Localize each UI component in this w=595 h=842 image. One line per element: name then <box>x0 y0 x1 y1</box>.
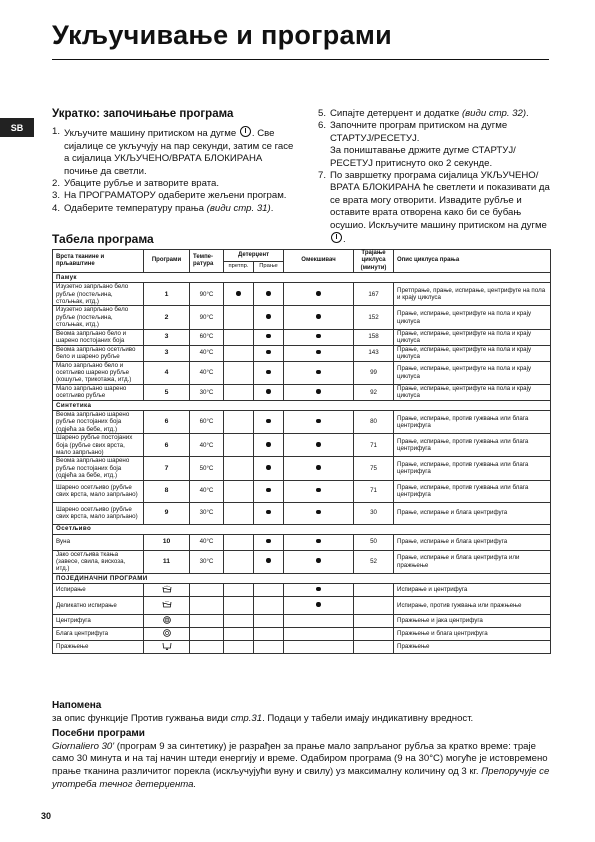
cell-program-symbol <box>144 596 190 614</box>
quick-start-left <box>52 108 298 215</box>
step-text: . <box>270 202 274 214</box>
spin-icon <box>162 616 172 624</box>
note-title: Напомена <box>52 700 102 711</box>
cell-fabric: Мало запрљано шарено осетљиво рубље <box>53 384 144 400</box>
step-6 <box>318 120 550 170</box>
cell-softener <box>284 345 354 361</box>
cell-description: Претпрање, прање, испирање, центрифуге на пола и крају циклуса <box>394 283 551 306</box>
cell-program: 5 <box>144 384 190 400</box>
cell-prewash <box>224 410 254 433</box>
dot-marker <box>316 334 321 339</box>
quick-start-right <box>318 108 550 246</box>
cell-temp: 90°C <box>190 283 224 306</box>
step-text: . <box>343 234 346 246</box>
dot-marker <box>316 389 321 394</box>
cell-temp: 90°C <box>190 306 224 329</box>
cell-wash <box>254 627 284 640</box>
cell-temp: 30°C <box>190 384 224 400</box>
cell-description: Прање, испирање, центрифуге на пола и крају циклуса <box>394 384 551 400</box>
page-reference: стр.31 <box>230 712 263 724</box>
cell-duration: 92 <box>354 384 394 400</box>
special-program-name: Giornaliero 30' <box>52 740 115 752</box>
page-number: 30 <box>41 811 52 821</box>
cell-program: 4 <box>144 361 190 384</box>
cell-softener <box>284 583 354 596</box>
dot-marker <box>266 334 271 339</box>
section-row <box>53 573 551 583</box>
cell-wash <box>254 502 284 524</box>
cell-duration: 158 <box>354 329 394 345</box>
cell-fabric: Веома запрљано шарено рубље постојаних боја (одјећа за бебе, итд.) <box>53 457 144 480</box>
cell-temp: 40°C <box>190 434 224 457</box>
cell-fabric: Пражњење <box>53 640 144 653</box>
gentle-spin-icon <box>162 629 172 637</box>
step-5 <box>318 108 550 120</box>
header-fabric: Врста тканине и прљавштине <box>53 250 144 273</box>
note-text-part: . Подаци у табели имају индикативну вредност. <box>262 712 474 724</box>
dot-marker <box>266 465 271 470</box>
title-rule <box>52 59 549 60</box>
cell-program: 11 <box>144 550 190 573</box>
cell-temp <box>190 614 224 627</box>
section-title: Осетљиво <box>53 524 551 534</box>
section-row <box>53 524 551 534</box>
step-text: По завршетку програма сијалица УКЉУЧЕНО/ВРАТА БЛОКИРАНА ће светлети и показивати да се врата могу отворити. Извадите рубље и оставите врата отворена како би се бубањ осушио. Искључите машину притиском на дугме <box>330 170 550 231</box>
dot-marker <box>316 587 321 592</box>
cell-prewash <box>224 640 254 653</box>
cell-wash <box>254 550 284 573</box>
cell-wash <box>254 329 284 345</box>
special-programs-text <box>52 741 556 791</box>
cell-softener <box>284 434 354 457</box>
dot-marker <box>316 539 321 544</box>
cell-wash <box>254 384 284 400</box>
dot-marker <box>266 488 271 493</box>
cell-fabric: Испирање <box>53 583 144 596</box>
cell-prewash <box>224 596 254 614</box>
program-table <box>52 249 551 654</box>
step-2 <box>52 178 298 190</box>
dot-marker <box>316 442 321 447</box>
cell-wash <box>254 283 284 306</box>
cell-prewash <box>224 480 254 502</box>
dot-marker <box>316 510 321 515</box>
cell-softener <box>284 550 354 573</box>
cell-prewash <box>224 329 254 345</box>
cell-wash <box>254 457 284 480</box>
dot-marker <box>316 602 321 607</box>
cell-description: Испирање и центрифуга <box>394 583 551 596</box>
cell-description: Прање, испирање, центрифуге на пола и крају циклуса <box>394 361 551 384</box>
cell-program-symbol <box>144 583 190 596</box>
table-row <box>53 434 551 457</box>
cell-temp: 30°C <box>190 502 224 524</box>
table-row <box>53 550 551 573</box>
cell-temp <box>190 583 224 596</box>
cell-duration <box>354 627 394 640</box>
step-7 <box>318 170 550 246</box>
cell-prewash <box>224 457 254 480</box>
language-tab: SB <box>0 118 34 137</box>
header-temp: Темпе- ратура <box>190 250 224 273</box>
step-number: 3. <box>52 190 61 202</box>
cell-description: Прање, испирање и блага центрифуга или пражњење <box>394 550 551 573</box>
cell-duration: 75 <box>354 457 394 480</box>
cell-program: 10 <box>144 534 190 550</box>
cell-fabric: Изузетно запрљано бело рубље (постељина, стољњак, итд.) <box>53 283 144 306</box>
cell-program: 6 <box>144 434 190 457</box>
step-number: 7. <box>318 170 327 182</box>
cell-description: Прање, испирање, против гужвања или блага центрифуга <box>394 457 551 480</box>
cell-program-symbol <box>144 627 190 640</box>
cell-program: 8 <box>144 480 190 502</box>
cell-temp: 40°C <box>190 480 224 502</box>
cell-fabric: Шарено осетљиво (рубље свих врста, мало запрљано) <box>53 480 144 502</box>
cell-prewash <box>224 306 254 329</box>
power-icon <box>240 126 251 137</box>
cell-fabric: Веома запрљано шарено рубље постојаних боја (одјећа за бебе, итд.) <box>53 410 144 433</box>
cell-prewash <box>224 434 254 457</box>
drain-icon <box>162 642 172 650</box>
table-row <box>53 329 551 345</box>
cell-description: Испирање, против гужвања или пражњење <box>394 596 551 614</box>
cell-description: Прање, испирање, центрифуге на пола и крају циклуса <box>394 306 551 329</box>
step-text: Сипајте детерџент и додатке <box>330 108 462 119</box>
cell-temp <box>190 627 224 640</box>
section-row <box>53 400 551 410</box>
cell-temp: 40°C <box>190 534 224 550</box>
cell-prewash <box>224 627 254 640</box>
cell-softener <box>284 640 354 653</box>
cell-wash <box>254 534 284 550</box>
cell-temp: 30°C <box>190 550 224 573</box>
table-row <box>53 502 551 524</box>
table-row <box>53 384 551 400</box>
special-recommendation: Препоручује се употреба течног детерџента. <box>52 765 550 790</box>
dot-marker <box>236 291 241 296</box>
step-text: На ПРОГРАМАТОРУ одаберите жељени програм. <box>64 190 287 202</box>
header-wash: Прање <box>254 262 284 273</box>
dot-marker <box>316 314 321 319</box>
cell-wash <box>254 480 284 502</box>
cell-wash <box>254 345 284 361</box>
cell-wash <box>254 596 284 614</box>
dot-marker <box>316 465 321 470</box>
special-text-part: (програм 9 за синтетику) је разрађен за прање мало запрљаног рубља за кратко време: траје само 30 минута и на тај начин штеди енергију и време. Одабиром програма (9 на 30°C) могуће је истовремено прање тканина различитог порекла (искључујући вуну и свилу) уз максималну количину од 3 кг. <box>52 740 548 777</box>
table-row <box>53 306 551 329</box>
cell-fabric: Шарено осетљиво (рубље свих врста, мало запрљано) <box>53 502 144 524</box>
cell-wash <box>254 434 284 457</box>
step-4 <box>52 203 298 215</box>
cell-program: 3 <box>144 345 190 361</box>
cell-temp: 40°C <box>190 345 224 361</box>
dot-marker <box>266 510 271 515</box>
cell-prewash <box>224 384 254 400</box>
dot-marker <box>316 488 321 493</box>
cell-description: Пражњење <box>394 640 551 653</box>
rinse-icon <box>162 585 172 593</box>
cell-duration: 80 <box>354 410 394 433</box>
table-row <box>53 627 551 640</box>
cell-fabric: Веома запрљано осетљиво бело и шарено рубље <box>53 345 144 361</box>
cell-description: Прање, испирање, против гужвања или блага центрифуга <box>394 434 551 457</box>
cell-softener <box>284 410 354 433</box>
dot-marker <box>316 291 321 296</box>
table-row <box>53 640 551 653</box>
dot-marker <box>266 350 271 355</box>
step-number: 4. <box>52 202 61 214</box>
cell-description: Прање, испирање и блага центрифуга <box>394 502 551 524</box>
cell-fabric: Веома запрљано бело и шарено постојаних боја <box>53 329 144 345</box>
cell-description: Прање, испирање и блага центрифуга <box>394 534 551 550</box>
cell-duration <box>354 596 394 614</box>
cell-prewash <box>224 361 254 384</box>
dot-marker <box>266 539 271 544</box>
cell-prewash <box>224 283 254 306</box>
step-text: Укључите машину притиском на дугме <box>64 128 239 140</box>
cell-wash <box>254 640 284 653</box>
cell-softener <box>284 329 354 345</box>
header-prewash: претпр. <box>224 262 254 273</box>
cell-wash <box>254 361 284 384</box>
cell-wash <box>254 583 284 596</box>
cell-description: Прање, испирање, центрифуге на пола и крају циклуса <box>394 329 551 345</box>
cell-duration: 71 <box>354 434 394 457</box>
section-title: Синтетика <box>53 400 551 410</box>
cell-duration: 30 <box>354 502 394 524</box>
table-row <box>53 480 551 502</box>
cell-fabric: Шарено рубље постојаних боја (рубље свих врста, мало запрљано) <box>53 434 144 457</box>
section-title: ПОЈЕДИНАЧНИ ПРОГРАМИ <box>53 573 551 583</box>
cell-duration: 167 <box>354 283 394 306</box>
cell-wash <box>254 410 284 433</box>
step-3 <box>52 190 298 202</box>
cell-softener <box>284 596 354 614</box>
cell-fabric: Јако осетљива ткања (завесе, свила, вискоза, итд.) <box>53 550 144 573</box>
step-text: . Све сијалице се укључују на пар секунди, затим се гасе а сијалица УКЉУЧЕНО/ВРАТА БЛОКИРАНА почиње да светли. <box>64 128 294 177</box>
page-title: Укључивање и програми <box>52 20 392 50</box>
step-number: 1. <box>52 126 61 138</box>
table-row <box>53 361 551 384</box>
table-row <box>53 410 551 433</box>
cell-prewash <box>224 550 254 573</box>
cell-program: 6 <box>144 410 190 433</box>
power-icon <box>331 232 342 243</box>
step-number: 5. <box>318 108 327 119</box>
special-programs-title: Посебни програми <box>52 728 145 740</box>
table-row <box>53 345 551 361</box>
step-number: 6. <box>318 120 327 132</box>
cell-program: 1 <box>144 283 190 306</box>
header-programs: Програми <box>144 250 190 273</box>
cell-wash <box>254 614 284 627</box>
cell-prewash <box>224 583 254 596</box>
cell-fabric: Блага центрифуга <box>53 627 144 640</box>
step-text: Започните програм притиском на дугме СТАРТУЈ/РЕСЕТУЈ. <box>330 120 508 144</box>
quick-start-heading: Укратко: започињање програма <box>52 108 234 120</box>
note-text-part: за опис функције Против гужвања види <box>52 712 231 724</box>
dot-marker <box>266 291 271 296</box>
dot-marker <box>266 442 271 447</box>
notes <box>52 700 556 791</box>
table-row <box>53 614 551 627</box>
cell-program: 2 <box>144 306 190 329</box>
cell-duration: 52 <box>354 550 394 573</box>
cell-softener <box>284 361 354 384</box>
cell-softener <box>284 627 354 640</box>
cell-temp: 60°C <box>190 410 224 433</box>
header-description: Опис циклуса прања <box>394 250 551 273</box>
dot-marker <box>266 389 271 394</box>
cell-program-symbol <box>144 614 190 627</box>
delicate-rinse-icon <box>162 600 172 608</box>
cell-temp: 60°C <box>190 329 224 345</box>
cell-fabric: Деликатно испирање <box>53 596 144 614</box>
header-duration: Трајање циклуса (минути) <box>354 250 394 273</box>
program-table-heading: Табела програма <box>52 232 154 246</box>
cell-description: Прање, испирање, центрифуге на пола и крају циклуса <box>394 345 551 361</box>
note-text <box>52 713 556 726</box>
table-row <box>53 457 551 480</box>
cell-temp <box>190 640 224 653</box>
cell-softener <box>284 457 354 480</box>
header-detergent: Детерџент <box>224 250 284 262</box>
page-reference: (види стр. 31) <box>206 202 271 214</box>
dot-marker <box>316 350 321 355</box>
dot-marker <box>316 419 321 424</box>
cell-temp: 50°C <box>190 457 224 480</box>
cell-softener <box>284 502 354 524</box>
cell-duration: 99 <box>354 361 394 384</box>
cell-fabric: Вуна <box>53 534 144 550</box>
cell-wash <box>254 306 284 329</box>
section-row <box>53 273 551 283</box>
cell-duration: 50 <box>354 534 394 550</box>
cell-duration: 143 <box>354 345 394 361</box>
dot-marker <box>266 558 271 563</box>
cell-program: 3 <box>144 329 190 345</box>
cell-fabric: Центрифуга <box>53 614 144 627</box>
cell-duration: 152 <box>354 306 394 329</box>
section-title: Памук <box>53 273 551 283</box>
cell-prewash <box>224 345 254 361</box>
cell-softener <box>284 614 354 627</box>
header-softener: Омекшивач <box>284 250 354 273</box>
dot-marker <box>316 558 321 563</box>
cell-description: Прање, испирање, против гужвања или блага центрифуга <box>394 480 551 502</box>
cell-temp: 40°C <box>190 361 224 384</box>
cell-softener <box>284 534 354 550</box>
cell-prewash <box>224 502 254 524</box>
cell-description: Пражњење и јака центрифуга <box>394 614 551 627</box>
table-row <box>53 283 551 306</box>
cell-temp <box>190 596 224 614</box>
cell-program: 9 <box>144 502 190 524</box>
dot-marker <box>316 370 321 375</box>
cell-duration: 71 <box>354 480 394 502</box>
table-row <box>53 583 551 596</box>
cell-program: 7 <box>144 457 190 480</box>
cell-softener <box>284 480 354 502</box>
cell-prewash <box>224 614 254 627</box>
step-text: Убаците рубље и затворите врата. <box>64 178 220 190</box>
cell-softener <box>284 306 354 329</box>
cell-fabric: Мало запрљано бело и осетљиво шарено рубље (кошуље, трикотажа, итд.) <box>53 361 144 384</box>
page-reference: (види стр. 32) <box>461 108 527 119</box>
cell-softener <box>284 283 354 306</box>
cell-description: Пражњење и блага центрифуга <box>394 627 551 640</box>
table-row <box>53 596 551 614</box>
step-text: Одаберите температуру прања <box>64 202 207 214</box>
cell-softener <box>284 384 354 400</box>
cell-duration <box>354 614 394 627</box>
step-text: За поништавање држите дугме СТАРТУЈ/РЕСЕТУЈ притиснуто око 2 секунде. <box>330 145 516 169</box>
step-text: . <box>526 108 529 119</box>
cell-fabric: Изузетно запрљано бело рубље (постељина, стољњак, итд.) <box>53 306 144 329</box>
dot-marker <box>266 314 271 319</box>
dot-marker <box>266 419 271 424</box>
cell-description: Прање, испирање, против гужвања или блага центрифуга <box>394 410 551 433</box>
step-1 <box>52 126 298 178</box>
step-number: 2. <box>52 178 61 190</box>
cell-prewash <box>224 534 254 550</box>
dot-marker <box>266 370 271 375</box>
cell-duration <box>354 640 394 653</box>
table-row <box>53 534 551 550</box>
cell-program-symbol <box>144 640 190 653</box>
cell-duration <box>354 583 394 596</box>
